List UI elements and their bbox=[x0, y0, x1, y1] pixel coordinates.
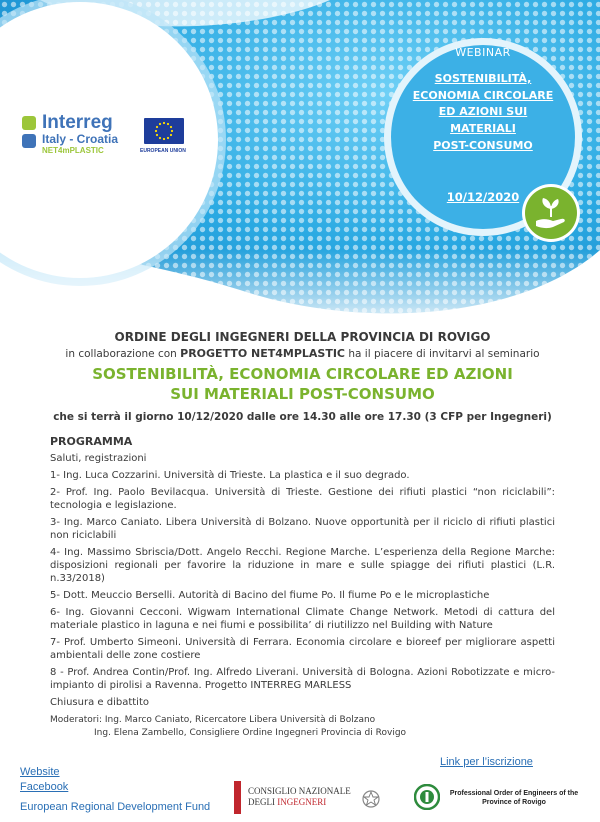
facebook-link[interactable]: Facebook bbox=[20, 781, 69, 793]
programme-item: 8 - Prof. Andrea Contin/Prof. Ing. Alfredo Liverani. Università di Bologna. Azioni Robotizzate e micro-impianto di pirolisi a Ravenna. Progetto INTERREG MARLESS bbox=[50, 666, 555, 691]
registration-link[interactable]: Link per l’iscrizione bbox=[440, 756, 533, 768]
collab-project: PROGETTO NET4MPLASTIC bbox=[180, 347, 346, 360]
seminar-title bbox=[50, 365, 555, 405]
moderators bbox=[50, 714, 555, 740]
footer-links bbox=[20, 765, 68, 795]
poe-line2: Province of Rovigo bbox=[482, 799, 546, 807]
cni-line2-prefix: DEGLI bbox=[248, 797, 278, 808]
organizer-title: ORDINE DEGLI INGEGNERI DELLA PROVINCIA DI ROVIGO bbox=[114, 330, 491, 344]
italian-emblem-icon bbox=[361, 788, 381, 810]
programme-item: 2- Prof. Ing. Paolo Bevilacqua. Università di Trieste. Gestione dei rifiuti plastici “non riciclabili”: tecnologia e legislazione. bbox=[50, 486, 555, 511]
plant-in-hand-icon bbox=[522, 184, 580, 242]
programme-item: 5- Dott. Meuccio Berselli. Autorità di Bacino del fiume Po. Il fiume Po e le microplastiche bbox=[50, 589, 490, 601]
programme-item: Saluti, registrazioni bbox=[50, 452, 147, 464]
cni-line2-red: INGEGNERI bbox=[277, 797, 327, 808]
programme-item: 7- Prof. Umberto Simeoni. Università di Ferrara. Economia circolare e bioreef per migliorare aspetti ambientali delle zone costiere bbox=[50, 636, 555, 661]
programme-item: Chiusura e dibattito bbox=[50, 696, 149, 708]
programme-item: 4- Ing. Massimo Sbriscia/Dott. Angelo Recchi. Regione Marche. L’esperienza della Regione Marche: disposizioni regionali per favorire la riduzione in mare e sulle spiagge dei rifiuti plastici (L.R. n.33/2018) bbox=[50, 546, 555, 584]
poe-line1: Professional Order of Engineers of the bbox=[449, 790, 579, 797]
collab-prefix: in collaborazione con bbox=[65, 348, 181, 360]
interreg-logo bbox=[22, 112, 192, 162]
programme-item: 3- Ing. Marco Caniato. Libera Università di Bolzano. Nuove opportunità per il riciclo di rifiuti plastici non riciclabili bbox=[50, 516, 555, 541]
erdf-label: European Regional Development Fund bbox=[20, 801, 211, 813]
webinar-title-line: POST-CONSUMO bbox=[433, 138, 533, 152]
programme-heading: PROGRAMMA bbox=[50, 434, 133, 448]
programme-list bbox=[50, 452, 555, 709]
seminar-title-line: SUI MATERIALI POST-CONSUMO bbox=[170, 384, 435, 403]
programme-item: 1- Ing. Luca Cozzarini. Università di Trieste. La plastica e il suo degrado. bbox=[50, 469, 410, 481]
webinar-title-line: ED AZIONI SUI bbox=[438, 105, 528, 119]
webinar-title-line: SOSTENIBILITÀ, bbox=[434, 72, 532, 85]
eu-flag-icon bbox=[144, 118, 184, 144]
main-content bbox=[50, 330, 555, 740]
cni-logo-bar bbox=[234, 781, 241, 814]
programme-item: 6- Ing. Giovanni Cecconi. Wigwam International Climate Change Network. Metodi di cattura del materiale plastico in laguna e nei fiumi e possibilita’ di riutilizzo nel Building with Nature bbox=[50, 606, 555, 631]
webinar-label: WEBINAR bbox=[455, 46, 511, 59]
collaboration-line bbox=[50, 347, 555, 360]
interreg-region: Italy - Croatia bbox=[42, 132, 119, 146]
engineers-order-logo-icon bbox=[414, 784, 440, 810]
engineers-order-text bbox=[444, 789, 584, 807]
collab-suffix: ha il piacere di invitarvi al seminario bbox=[345, 348, 540, 360]
webinar-title bbox=[398, 71, 568, 155]
website-link[interactable]: Website bbox=[20, 766, 60, 778]
cni-line1: CONSIGLIO NAZIONALE bbox=[248, 786, 351, 796]
interreg-mark-icon bbox=[22, 116, 38, 152]
interreg-project: NET4mPLASTIC bbox=[42, 146, 104, 155]
moderator-line: Moderatori: Ing. Marco Caniato, Ricercatore Libera Università di Bolzano bbox=[50, 714, 376, 725]
banner bbox=[0, 0, 600, 320]
cni-logo-text bbox=[248, 786, 351, 809]
schedule-line: che si terrà il giorno 10/12/2020 dalle ore 14.30 alle ore 17.30 (3 CFP per Ingegneri) bbox=[53, 410, 552, 423]
interreg-word: Interreg bbox=[42, 112, 113, 133]
eu-label: EUROPEAN UNION bbox=[140, 148, 186, 154]
webinar-title-line: ECONOMIA CIRCOLARE bbox=[412, 88, 554, 102]
seminar-title-line: SOSTENIBILITÀ, ECONOMIA CIRCOLARE ED AZIONI bbox=[92, 365, 513, 383]
webinar-title-line: MATERIALI bbox=[450, 122, 516, 136]
moderator-line: Ing. Elena Zambello, Consigliere Ordine Ingegneri Provincia di Rovigo bbox=[94, 727, 407, 738]
webinar-date: 10/12/2020 bbox=[446, 190, 520, 204]
